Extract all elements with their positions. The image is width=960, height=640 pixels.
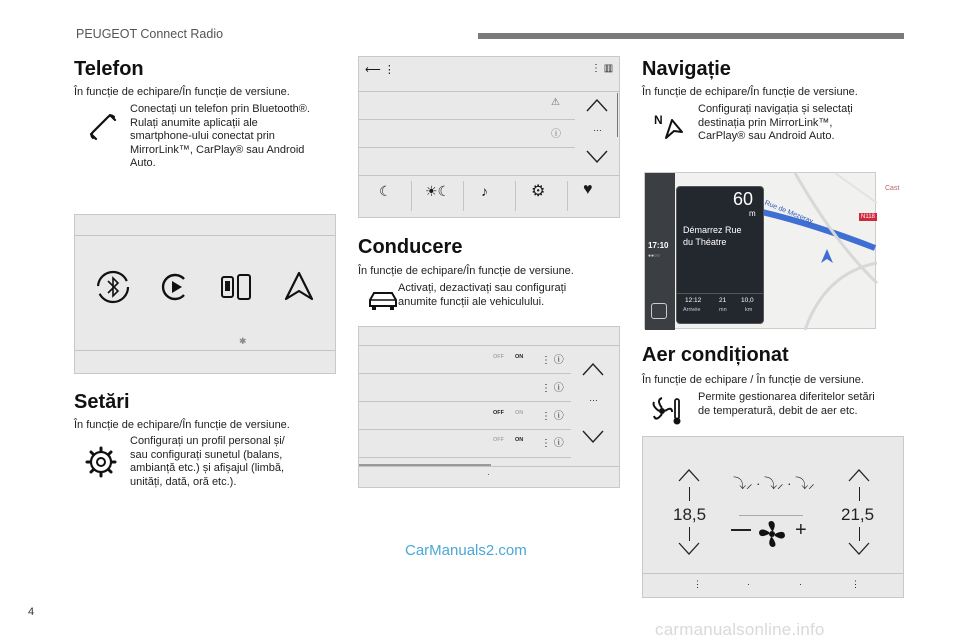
telefon-screen — [74, 214, 336, 374]
toggle-1-on[interactable]: ON — [515, 354, 524, 360]
nav-sidebar — [645, 173, 675, 330]
settings-screen — [358, 56, 620, 218]
system-settings-icon[interactable]: ⚙ — [531, 183, 546, 200]
nav-guidance-card — [676, 186, 764, 324]
climate-menu-2[interactable]: · — [747, 579, 750, 589]
airflow-modes-icon[interactable]: ⤵⸝ · ⤵⸝ · ⤵⸝ — [733, 476, 815, 491]
fan-increase-button[interactable]: + — [795, 519, 807, 541]
row-1-info-icon[interactable]: ⋮ ⓘ — [541, 355, 564, 366]
phone-icon — [86, 110, 120, 144]
nav-distance: 60 — [733, 189, 754, 209]
nav-remaining-min-label: mn — [719, 307, 727, 313]
warning-icon: ⚠ — [551, 97, 560, 108]
back-icon[interactable]: ⟵ ⋮ — [365, 64, 395, 76]
conducere-title: Conducere — [358, 236, 463, 258]
navigatie-description: Configurați navigația și selectați destinația prin MirrorLink™, CarPlay® sau Android Auto. — [698, 103, 853, 142]
climate-menu-1[interactable]: ⋮ — [693, 579, 702, 589]
setari-subtitle: În funcție de echipare/În funcție de versiune. — [74, 419, 290, 431]
mirrorlink-icon[interactable] — [218, 269, 254, 305]
scroll-down-icon[interactable] — [585, 149, 609, 165]
nav-remaining-km: 10,0 — [741, 297, 754, 304]
toggle-1-off[interactable]: OFF — [493, 354, 504, 360]
navigation-icon — [652, 108, 686, 142]
list-more-icon[interactable]: … — [589, 393, 598, 403]
list-up-icon[interactable] — [581, 361, 605, 377]
nav-instruction-2: du Théatre — [683, 237, 727, 247]
conducere-subtitle: În funcție de echipare/În funcție de versiune. — [358, 265, 574, 277]
temp-right-down-icon[interactable] — [847, 541, 871, 557]
row-3-info-icon[interactable]: ⋮ ⓘ — [541, 411, 564, 422]
road-badge: N118 — [861, 214, 875, 220]
more-icon[interactable]: … — [593, 123, 602, 133]
toggle-4-on[interactable]: ON — [515, 437, 524, 443]
android-auto-icon[interactable] — [281, 269, 317, 305]
nav-status-dots: ●●○○ — [648, 253, 661, 259]
nav-distance-unit: m — [749, 209, 756, 218]
setari-description: Configurați un profil personal și/ sau configurați sunetul (balans, ambianță etc.) și afișajul (limbă, unități, dată, oră etc.). — [130, 435, 285, 488]
header-title: PEUGEOT Connect Radio — [76, 27, 224, 41]
scroll-up-icon[interactable] — [585, 97, 609, 113]
profile-icon[interactable]: ♪ — [481, 183, 488, 199]
climate-screen — [642, 436, 904, 598]
temp-right-up-icon[interactable] — [847, 467, 871, 483]
night-mode-icon[interactable]: ☾ — [379, 183, 392, 199]
svg-text:N: N — [654, 113, 663, 127]
temp-right: 21,5 — [841, 505, 875, 524]
watermark-link[interactable]: CarManuals2.com — [405, 542, 527, 559]
nav-arrival-label: Arrivée — [683, 307, 701, 313]
telefon-title: Telefon — [74, 58, 144, 80]
aer-description: Permite gestionarea diferitelor setări de temperatură, debit de aer etc. — [698, 391, 875, 417]
temp-left-up-icon[interactable] — [677, 467, 701, 483]
nav-clock: 17:10 — [648, 241, 669, 250]
nav-remaining-km-label: km — [745, 307, 753, 313]
nav-remaining-min: 21 — [719, 297, 727, 304]
climate-menu-4[interactable]: ⋮ — [851, 579, 860, 589]
header-bar — [478, 33, 904, 39]
aer-subtitle: În funcție de echipare / În funcție de versiune. — [642, 374, 864, 386]
toggle-3-off[interactable]: OFF — [493, 410, 504, 416]
audio-icon[interactable]: ♥ — [583, 181, 593, 198]
row-2-info-icon[interactable]: ⋮ ⓘ — [541, 383, 564, 394]
trash-icon[interactable]: ⋮ ▥ — [591, 63, 614, 74]
aer-title: Aer condiționat — [642, 344, 789, 366]
air-conditioning-icon — [650, 394, 684, 428]
info-icon: ⓘ — [551, 129, 561, 140]
footer-watermark: carmanualsonline.info — [655, 620, 825, 639]
setari-title: Setări — [74, 391, 130, 413]
carplay-icon[interactable] — [157, 269, 193, 305]
bluetooth-icon[interactable] — [95, 269, 131, 305]
navigatie-subtitle: În funcție de echipare/În funcție de versiune. — [642, 86, 858, 98]
page-number: 4 — [28, 606, 35, 618]
temp-left-down-icon[interactable] — [677, 541, 701, 557]
page-dot: · — [487, 470, 490, 479]
conducere-description: Activați, dezactivați sau configurați anumite funcții ale vehiculului. — [398, 282, 567, 308]
settings-gear-icon — [84, 445, 118, 479]
toggle-3-on[interactable]: ON — [515, 410, 524, 416]
road-label: Rue de Mezeray — [763, 199, 814, 226]
nav-instruction-1: Démarrez Rue — [683, 225, 742, 235]
nav-home-button[interactable] — [651, 303, 667, 319]
climate-menu-3[interactable]: · — [799, 579, 802, 589]
day-night-icon[interactable]: ☀☾ — [425, 183, 451, 199]
telefon-subtitle: În funcție de echipare/În funcție de versiune. — [74, 86, 290, 98]
nav-arrival-time: 12:12 — [685, 297, 702, 304]
telefon-description: Conectați un telefon prin Bluetooth®. Rulați anumite aplicații ale smartphone-ului conectat prin MirrorLink™, CarPlay® sau Android Auto. — [130, 103, 310, 169]
small-bluetooth-icon: ✱ — [239, 336, 247, 346]
fan-decrease-button[interactable] — [731, 529, 751, 531]
car-icon — [366, 284, 400, 318]
navigatie-title: Navigație — [642, 58, 731, 80]
toggle-4-off[interactable]: OFF — [493, 437, 504, 443]
list-down-icon[interactable] — [581, 429, 605, 445]
fan-icon — [757, 519, 787, 549]
temp-left: 18,5 — [673, 505, 707, 524]
vehicle-screen — [358, 326, 620, 488]
town-label: Cast — [885, 185, 900, 192]
row-4-info-icon[interactable]: ⋮ ⓘ — [541, 438, 564, 449]
